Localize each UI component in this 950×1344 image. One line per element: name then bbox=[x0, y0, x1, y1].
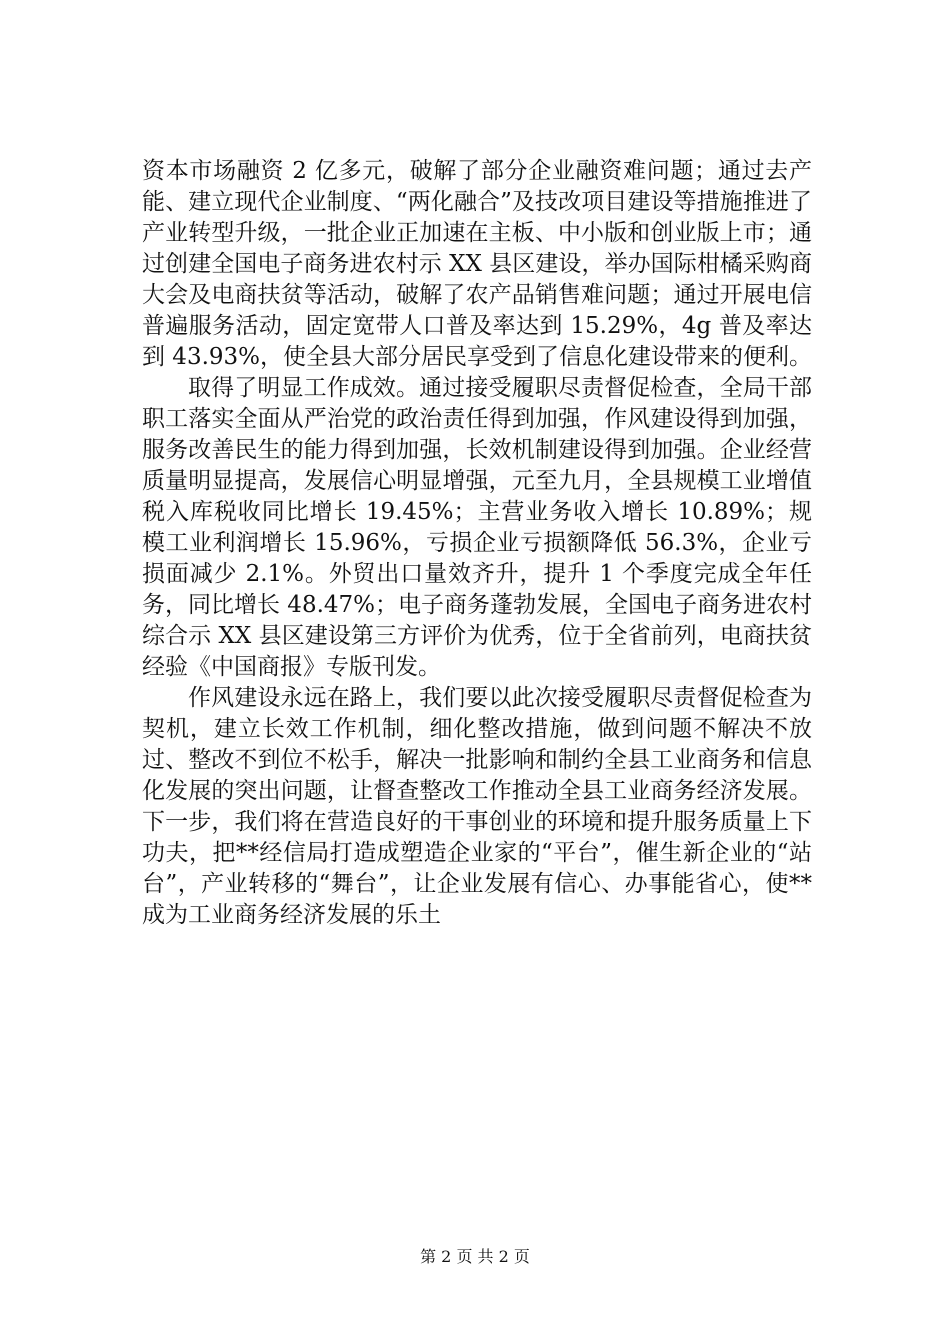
paragraph-3: 作风建设永远在路上，我们要以此次接受履职尽责督促检查为契机，建立长效工作机制，细化整改措施，做到问题不解决不放过、整改不到位不松手，解决一批影响和制约全县工业商务和信息化发展的突出问题，让督查整改工作推动全县工业商务经济发展。下一步，我们将在营造良好的干事创业的环境和提升服务质量上下功夫，把**经信局打造成塑造企业家的“平台”，催生新企业的“站台”，产业转移的“舞台”，让企业发展有信心、办事能省心，使**成为工业商务经济发展的乐土 bbox=[142, 685, 812, 928]
paragraph-2: 取得了明显工作成效。通过接受履职尽责督促检查，全局干部职工落实全面从严治党的政治责任得到加强，作风建设得到加强，服务改善民生的能力得到加强，长效机制建设得到加强。企业经营质量明显提高，发展信心明显增强，元至九月，全县规模工业增值税入库税收同比增长 19.45%；主营业务收入增长 10.89%；规模工业利润增长 15.96%，亏损企业亏损额降低 56.3%，企业亏损面减少 2.1%。外贸出口量效齐升，提升 1 个季度完成全年任务，同比增长 48.47%；电子商务蓬勃发展，全国电子商务进农村综合示 XX 县区建设第三方评价为优秀，位于全省前列，电商扶贫经验《中国商报》专版刊发。 bbox=[142, 375, 813, 680]
document-body bbox=[142, 156, 812, 931]
paragraph-1: 资本市场融资 2 亿多元，破解了部分企业融资难问题；通过去产能、建立现代企业制度、“两化融合”及技改项目建设等措施推进了产业转型升级，一批企业正加速在主板、中小版和创业版上市；通过创建全国电子商务进农村示 XX 县区建设，举办国际柑橘采购商大会及电商扶贫等活动，破解了农产品销售难问题；通过开展电信普遍服务活动，固定宽带人口普及率达到 15.29%，4g 普及率达到 43.93%，使全县大部分居民享受到了信息化建设带来的便利。 bbox=[142, 158, 813, 370]
page-footer: 第 2 页 共 2 页 bbox=[420, 1247, 530, 1266]
